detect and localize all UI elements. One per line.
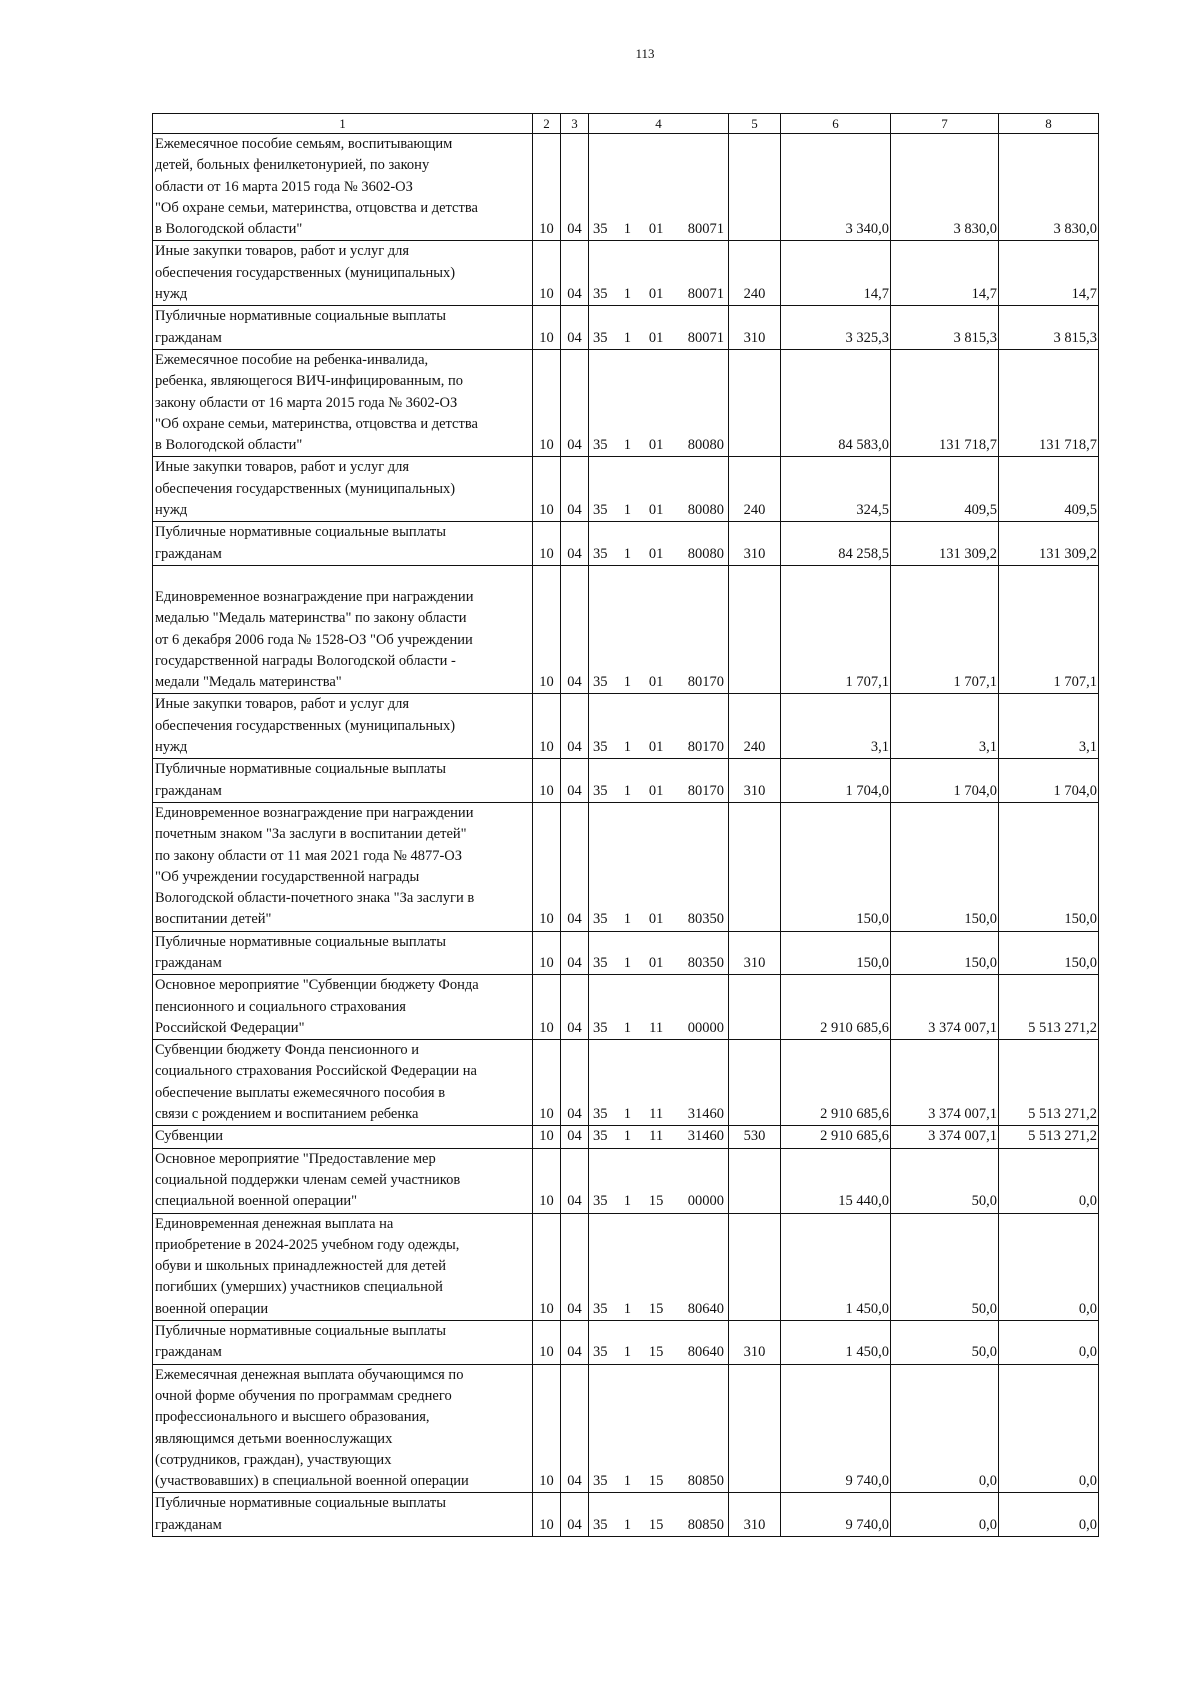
target-article-part: 1 — [623, 911, 631, 928]
target-article-part: 1 — [623, 1516, 631, 1533]
amount-2024-cell: 2 910 685,6 — [781, 975, 891, 1040]
subsection-cell: 04 — [561, 306, 589, 350]
table-row — [153, 457, 1099, 522]
expense-type-cell — [729, 1213, 781, 1320]
expense-type-cell — [729, 134, 781, 241]
amount-2024-cell: 14,7 — [781, 241, 891, 306]
target-article-part: 00000 — [687, 1019, 724, 1036]
section-cell: 10 — [533, 1213, 561, 1320]
target-article-code — [591, 1299, 726, 1320]
amount-2025-cell: 14,7 — [891, 241, 999, 306]
target-article-code — [591, 1515, 726, 1536]
table-row — [153, 349, 1099, 456]
subsection-cell: 04 — [561, 1126, 589, 1148]
row-name-cell: Субвенции бюджету Фонда пенсионного и социального страхования Российской Федерации на обеспечение выплаты ежемесячного пособия в связи с рождением и воспитанием ребенка — [153, 1040, 533, 1126]
amount-2026-cell: 1 704,0 — [999, 759, 1099, 803]
target-article-part: 35 — [593, 286, 608, 303]
table-row — [153, 1213, 1099, 1320]
amount-2024-cell: 324,5 — [781, 457, 891, 522]
table-row — [153, 522, 1099, 566]
target-article-part: 35 — [593, 329, 608, 346]
section-cell: 10 — [533, 694, 561, 759]
amount-2025-cell: 409,5 — [891, 457, 999, 522]
target-article-part: 1 — [623, 1344, 631, 1361]
subsection-cell: 04 — [561, 1493, 589, 1537]
target-article-part: 1 — [623, 545, 631, 562]
row-name-cell: Основное мероприятие "Предоставление мер социальной поддержки членам семей участников специальной военной операции" — [153, 1148, 533, 1213]
expense-type-cell: 240 — [729, 241, 781, 306]
expense-type-cell: 310 — [729, 759, 781, 803]
target-article-code — [591, 328, 726, 349]
amount-2026-cell: 150,0 — [999, 802, 1099, 931]
target-article-part: 35 — [593, 1128, 608, 1145]
target-article-part: 01 — [648, 329, 664, 346]
expense-type-cell: 310 — [729, 931, 781, 975]
target-article-part: 15 — [648, 1193, 664, 1210]
row-name-cell: Единовременное вознаграждение при награждении медалью "Медаль материнства" по закону области от 6 декабря 2006 года № 1528-ОЗ "Об учреждении государственной награды Вологодской области - медали "Медаль материнства" — [153, 565, 533, 693]
header-cell: 3 — [561, 114, 589, 134]
expense-type-cell — [729, 975, 781, 1040]
amount-2024-cell: 9 740,0 — [781, 1364, 891, 1493]
target-article-part: 35 — [593, 1344, 608, 1361]
amount-2025-cell: 131 718,7 — [891, 349, 999, 456]
target-article-part: 35 — [593, 911, 608, 928]
target-article-part: 01 — [648, 286, 664, 303]
target-article-part: 01 — [648, 911, 664, 928]
target-article-part: 01 — [648, 674, 664, 691]
table-row — [153, 1364, 1099, 1493]
row-name-cell: Публичные нормативные социальные выплаты гражданам — [153, 1321, 533, 1365]
section-cell: 10 — [533, 241, 561, 306]
section-cell: 10 — [533, 306, 561, 350]
amount-2024-cell: 150,0 — [781, 802, 891, 931]
amount-2025-cell: 3 374 007,1 — [891, 1126, 999, 1148]
target-article-part: 31460 — [687, 1128, 724, 1145]
amount-2025-cell: 3 830,0 — [891, 134, 999, 241]
section-cell: 10 — [533, 522, 561, 566]
target-article-part: 80850 — [687, 1516, 724, 1533]
row-name-cell: Субвенции — [153, 1126, 533, 1148]
target-article-part: 1 — [623, 1193, 631, 1210]
expense-type-cell — [729, 802, 781, 931]
target-article-part: 35 — [593, 1300, 608, 1317]
target-article-part: 15 — [648, 1344, 664, 1361]
table-row — [153, 975, 1099, 1040]
target-article-part: 80850 — [687, 1473, 724, 1490]
table-row — [153, 306, 1099, 350]
amount-2024-cell: 3 325,3 — [781, 306, 891, 350]
target-article-part: 80080 — [687, 437, 724, 454]
target-article-part: 1 — [623, 739, 631, 756]
target-article-part: 80640 — [687, 1344, 724, 1361]
target-article-part: 01 — [648, 954, 664, 971]
amount-2025-cell: 3 374 007,1 — [891, 1040, 999, 1126]
target-article-part: 11 — [649, 1106, 664, 1123]
row-name-cell: Единовременное вознаграждение при награждении почетным знаком "За заслуги в воспитании детей" по закону области от 11 мая 2021 года № 4877-ОЗ "Об учреждении государственной награды Вологодской области-почетного знака "За заслуги в воспитании детей" — [153, 802, 533, 931]
target-article-cell — [589, 306, 729, 350]
section-cell: 10 — [533, 1126, 561, 1148]
table-row — [153, 1493, 1099, 1537]
header-cell: 5 — [729, 114, 781, 134]
target-article-part: 35 — [593, 1193, 608, 1210]
table-header-row — [153, 114, 1099, 134]
target-article-part: 31460 — [687, 1106, 724, 1123]
header-cell: 1 — [153, 114, 533, 134]
amount-2026-cell: 1 707,1 — [999, 565, 1099, 693]
section-cell: 10 — [533, 565, 561, 693]
target-article-code — [591, 1471, 726, 1492]
header-cell: 4 — [589, 114, 729, 134]
target-article-part: 1 — [623, 1473, 631, 1490]
expense-type-cell — [729, 565, 781, 693]
section-cell: 10 — [533, 1148, 561, 1213]
row-name-cell: Публичные нормативные социальные выплаты гражданам — [153, 522, 533, 566]
expense-type-cell — [729, 1364, 781, 1493]
target-article-part: 35 — [593, 674, 608, 691]
target-article-part: 35 — [593, 221, 608, 238]
subsection-cell: 04 — [561, 1213, 589, 1320]
target-article-code — [591, 1104, 726, 1125]
target-article-cell — [589, 1321, 729, 1365]
amount-2026-cell: 5 513 271,2 — [999, 975, 1099, 1040]
table-row — [153, 1321, 1099, 1365]
section-cell: 10 — [533, 1364, 561, 1493]
amount-2026-cell: 131 309,2 — [999, 522, 1099, 566]
row-name-cell: Публичные нормативные социальные выплаты гражданам — [153, 306, 533, 350]
target-article-cell — [589, 1148, 729, 1213]
target-article-part: 1 — [623, 1128, 631, 1145]
expense-type-cell: 310 — [729, 1493, 781, 1537]
expense-type-cell: 240 — [729, 457, 781, 522]
subsection-cell: 04 — [561, 694, 589, 759]
row-name-cell: Иные закупки товаров, работ и услуг для обеспечения государственных (муниципальных) нужд — [153, 694, 533, 759]
row-name-cell: Публичные нормативные социальные выплаты гражданам — [153, 759, 533, 803]
section-cell: 10 — [533, 759, 561, 803]
target-article-part: 35 — [593, 437, 608, 454]
amount-2026-cell: 5 513 271,2 — [999, 1126, 1099, 1148]
amount-2026-cell: 0,0 — [999, 1364, 1099, 1493]
section-cell: 10 — [533, 1493, 561, 1537]
amount-2025-cell: 50,0 — [891, 1148, 999, 1213]
amount-2025-cell: 150,0 — [891, 931, 999, 975]
target-article-cell — [589, 457, 729, 522]
table-row — [153, 694, 1099, 759]
target-article-code — [591, 1191, 726, 1212]
target-article-cell — [589, 931, 729, 975]
target-article-part: 01 — [648, 545, 664, 562]
target-article-cell — [589, 1493, 729, 1537]
amount-2024-cell: 3,1 — [781, 694, 891, 759]
target-article-cell — [589, 1126, 729, 1148]
target-article-part: 35 — [593, 1019, 608, 1036]
row-name-cell: Публичные нормативные социальные выплаты гражданам — [153, 931, 533, 975]
target-article-code — [591, 219, 726, 240]
target-article-part: 11 — [649, 1019, 664, 1036]
amount-2024-cell: 2 910 685,6 — [781, 1040, 891, 1126]
target-article-part: 1 — [623, 782, 631, 799]
target-article-part: 1 — [623, 286, 631, 303]
amount-2025-cell: 3 815,3 — [891, 306, 999, 350]
expense-type-cell — [729, 1040, 781, 1126]
target-article-code — [591, 953, 726, 974]
target-article-part: 35 — [593, 1473, 608, 1490]
target-article-part: 35 — [593, 1516, 608, 1533]
target-article-part: 1 — [623, 1106, 631, 1123]
target-article-part: 1 — [623, 502, 631, 519]
target-article-cell — [589, 241, 729, 306]
target-article-cell — [589, 349, 729, 456]
subsection-cell: 04 — [561, 349, 589, 456]
table-row — [153, 759, 1099, 803]
amount-2026-cell: 131 718,7 — [999, 349, 1099, 456]
subsection-cell: 04 — [561, 457, 589, 522]
section-cell: 10 — [533, 802, 561, 931]
target-article-code — [591, 284, 726, 305]
target-article-cell — [589, 759, 729, 803]
target-article-code — [591, 500, 726, 521]
table-body — [153, 114, 1099, 1537]
target-article-part: 01 — [648, 782, 664, 799]
target-article-cell — [589, 1213, 729, 1320]
amount-2024-cell: 15 440,0 — [781, 1148, 891, 1213]
amount-2025-cell: 0,0 — [891, 1493, 999, 1537]
target-article-part: 35 — [593, 954, 608, 971]
section-cell: 10 — [533, 1040, 561, 1126]
target-article-code — [591, 1126, 726, 1147]
expense-type-cell — [729, 349, 781, 456]
target-article-code — [591, 781, 726, 802]
target-article-part: 80080 — [687, 545, 724, 562]
target-article-part: 80080 — [687, 502, 724, 519]
subsection-cell: 04 — [561, 1364, 589, 1493]
header-cell: 8 — [999, 114, 1099, 134]
target-article-part: 35 — [593, 1106, 608, 1123]
target-article-part: 00000 — [687, 1193, 724, 1210]
target-article-part: 1 — [623, 954, 631, 971]
amount-2026-cell: 5 513 271,2 — [999, 1040, 1099, 1126]
section-cell: 10 — [533, 1321, 561, 1365]
subsection-cell: 04 — [561, 975, 589, 1040]
amount-2025-cell: 1 704,0 — [891, 759, 999, 803]
target-article-part: 80350 — [687, 954, 724, 971]
target-article-part: 80170 — [687, 674, 724, 691]
target-article-part: 1 — [623, 221, 631, 238]
target-article-cell — [589, 1040, 729, 1126]
target-article-code — [591, 435, 726, 456]
subsection-cell: 04 — [561, 931, 589, 975]
expense-type-cell — [729, 1148, 781, 1213]
target-article-part: 01 — [648, 502, 664, 519]
amount-2026-cell: 0,0 — [999, 1493, 1099, 1537]
target-article-part: 80170 — [687, 739, 724, 756]
target-article-code — [591, 544, 726, 565]
target-article-part: 1 — [623, 437, 631, 454]
subsection-cell: 04 — [561, 565, 589, 693]
amount-2024-cell: 150,0 — [781, 931, 891, 975]
target-article-part: 01 — [648, 221, 664, 238]
section-cell: 10 — [533, 349, 561, 456]
expense-type-cell: 310 — [729, 522, 781, 566]
target-article-part: 80071 — [687, 286, 724, 303]
target-article-part: 11 — [649, 1128, 664, 1145]
row-name-cell: Основное мероприятие "Субвенции бюджету Фонда пенсионного и социального страхования Российской Федерации" — [153, 975, 533, 1040]
amount-2024-cell: 1 707,1 — [781, 565, 891, 693]
row-name-cell: Публичные нормативные социальные выплаты гражданам — [153, 1493, 533, 1537]
table-row — [153, 241, 1099, 306]
section-cell: 10 — [533, 975, 561, 1040]
amount-2025-cell: 131 309,2 — [891, 522, 999, 566]
section-cell: 10 — [533, 931, 561, 975]
amount-2024-cell: 1 450,0 — [781, 1321, 891, 1365]
row-name-cell: Ежемесячная денежная выплата обучающимся по очной форме обучения по программам среднего профессионального и высшего образования, являющимся детьми военнослужащих (сотрудников, граждан), участвующих (участвовавших) в специальной военной операции — [153, 1364, 533, 1493]
target-article-part: 1 — [623, 1300, 631, 1317]
amount-2025-cell: 50,0 — [891, 1213, 999, 1320]
target-article-part: 35 — [593, 545, 608, 562]
amount-2025-cell: 150,0 — [891, 802, 999, 931]
expense-type-cell: 530 — [729, 1126, 781, 1148]
header-cell: 6 — [781, 114, 891, 134]
subsection-cell: 04 — [561, 1148, 589, 1213]
page-number: 113 — [635, 46, 655, 61]
amount-2024-cell: 1 450,0 — [781, 1213, 891, 1320]
subsection-cell: 04 — [561, 802, 589, 931]
target-article-cell — [589, 802, 729, 931]
target-article-part: 80071 — [687, 221, 724, 238]
target-article-cell — [589, 134, 729, 241]
amount-2026-cell: 3 815,3 — [999, 306, 1099, 350]
target-article-part: 15 — [648, 1300, 664, 1317]
target-article-part: 01 — [648, 739, 664, 756]
target-article-part: 01 — [648, 437, 664, 454]
amount-2026-cell: 150,0 — [999, 931, 1099, 975]
target-article-part: 80640 — [687, 1300, 724, 1317]
amount-2026-cell: 0,0 — [999, 1148, 1099, 1213]
table-row — [153, 565, 1099, 693]
subsection-cell: 04 — [561, 522, 589, 566]
target-article-cell — [589, 522, 729, 566]
row-name-cell: Ежемесячное пособие семьям, воспитывающим детей, больных фенилкетонурией, по закону области от 16 марта 2015 года № 3602-ОЗ "Об охране семьи, материнства, отцовства и детства в Вологодской области" — [153, 134, 533, 241]
section-cell: 10 — [533, 457, 561, 522]
amount-2024-cell: 2 910 685,6 — [781, 1126, 891, 1148]
row-name-cell: Иные закупки товаров, работ и услуг для обеспечения государственных (муниципальных) нужд — [153, 457, 533, 522]
table-row — [153, 134, 1099, 241]
amount-2024-cell: 9 740,0 — [781, 1493, 891, 1537]
header-cell: 2 — [533, 114, 561, 134]
amount-2026-cell: 3,1 — [999, 694, 1099, 759]
table-row — [153, 1040, 1099, 1126]
section-cell: 10 — [533, 134, 561, 241]
target-article-part: 1 — [623, 674, 631, 691]
subsection-cell: 04 — [561, 1321, 589, 1365]
amount-2024-cell: 84 258,5 — [781, 522, 891, 566]
target-article-code — [591, 909, 726, 930]
subsection-cell: 04 — [561, 241, 589, 306]
row-name-cell: Иные закупки товаров, работ и услуг для обеспечения государственных (муниципальных) нужд — [153, 241, 533, 306]
target-article-part: 80071 — [687, 329, 724, 346]
subsection-cell: 04 — [561, 134, 589, 241]
target-article-cell — [589, 565, 729, 693]
target-article-part: 15 — [648, 1473, 664, 1490]
amount-2024-cell: 3 340,0 — [781, 134, 891, 241]
amount-2026-cell: 14,7 — [999, 241, 1099, 306]
row-name-cell: Ежемесячное пособие на ребенка-инвалида, ребенка, являющегося ВИЧ-инфицированным, по закону области от 16 марта 2015 года № 3602-ОЗ "Об охране семьи, материнства, отцовства и детства в Вологодской области" — [153, 349, 533, 456]
table-row — [153, 931, 1099, 975]
target-article-part: 35 — [593, 502, 608, 519]
amount-2024-cell: 84 583,0 — [781, 349, 891, 456]
target-article-code — [591, 737, 726, 758]
budget-table — [152, 113, 1099, 1537]
row-name-cell: Единовременная денежная выплата на приобретение в 2024-2025 учебном году одежды, обуви и школьных принадлежностей для детей погибших (умерших) участников специальной военной операции — [153, 1213, 533, 1320]
table-row — [153, 1126, 1099, 1148]
target-article-part: 1 — [623, 1019, 631, 1036]
expense-type-cell: 310 — [729, 306, 781, 350]
target-article-part: 35 — [593, 782, 608, 799]
target-article-code — [591, 1342, 726, 1363]
subsection-cell: 04 — [561, 759, 589, 803]
amount-2024-cell: 1 704,0 — [781, 759, 891, 803]
amount-2026-cell: 409,5 — [999, 457, 1099, 522]
target-article-part: 80350 — [687, 911, 724, 928]
target-article-cell — [589, 975, 729, 1040]
target-article-part: 1 — [623, 329, 631, 346]
amount-2025-cell: 50,0 — [891, 1321, 999, 1365]
target-article-part: 15 — [648, 1516, 664, 1533]
amount-2025-cell: 1 707,1 — [891, 565, 999, 693]
table-row — [153, 802, 1099, 931]
amount-2026-cell: 0,0 — [999, 1213, 1099, 1320]
target-article-part: 80170 — [687, 782, 724, 799]
header-cell: 7 — [891, 114, 999, 134]
table-row — [153, 1148, 1099, 1213]
amount-2025-cell: 3 374 007,1 — [891, 975, 999, 1040]
target-article-cell — [589, 1364, 729, 1493]
target-article-code — [591, 1018, 726, 1039]
expense-type-cell: 310 — [729, 1321, 781, 1365]
amount-2026-cell: 3 830,0 — [999, 134, 1099, 241]
target-article-part: 35 — [593, 739, 608, 756]
amount-2025-cell: 3,1 — [891, 694, 999, 759]
target-article-cell — [589, 694, 729, 759]
target-article-code — [591, 672, 726, 693]
expense-type-cell: 240 — [729, 694, 781, 759]
subsection-cell: 04 — [561, 1040, 589, 1126]
amount-2025-cell: 0,0 — [891, 1364, 999, 1493]
amount-2026-cell: 0,0 — [999, 1321, 1099, 1365]
